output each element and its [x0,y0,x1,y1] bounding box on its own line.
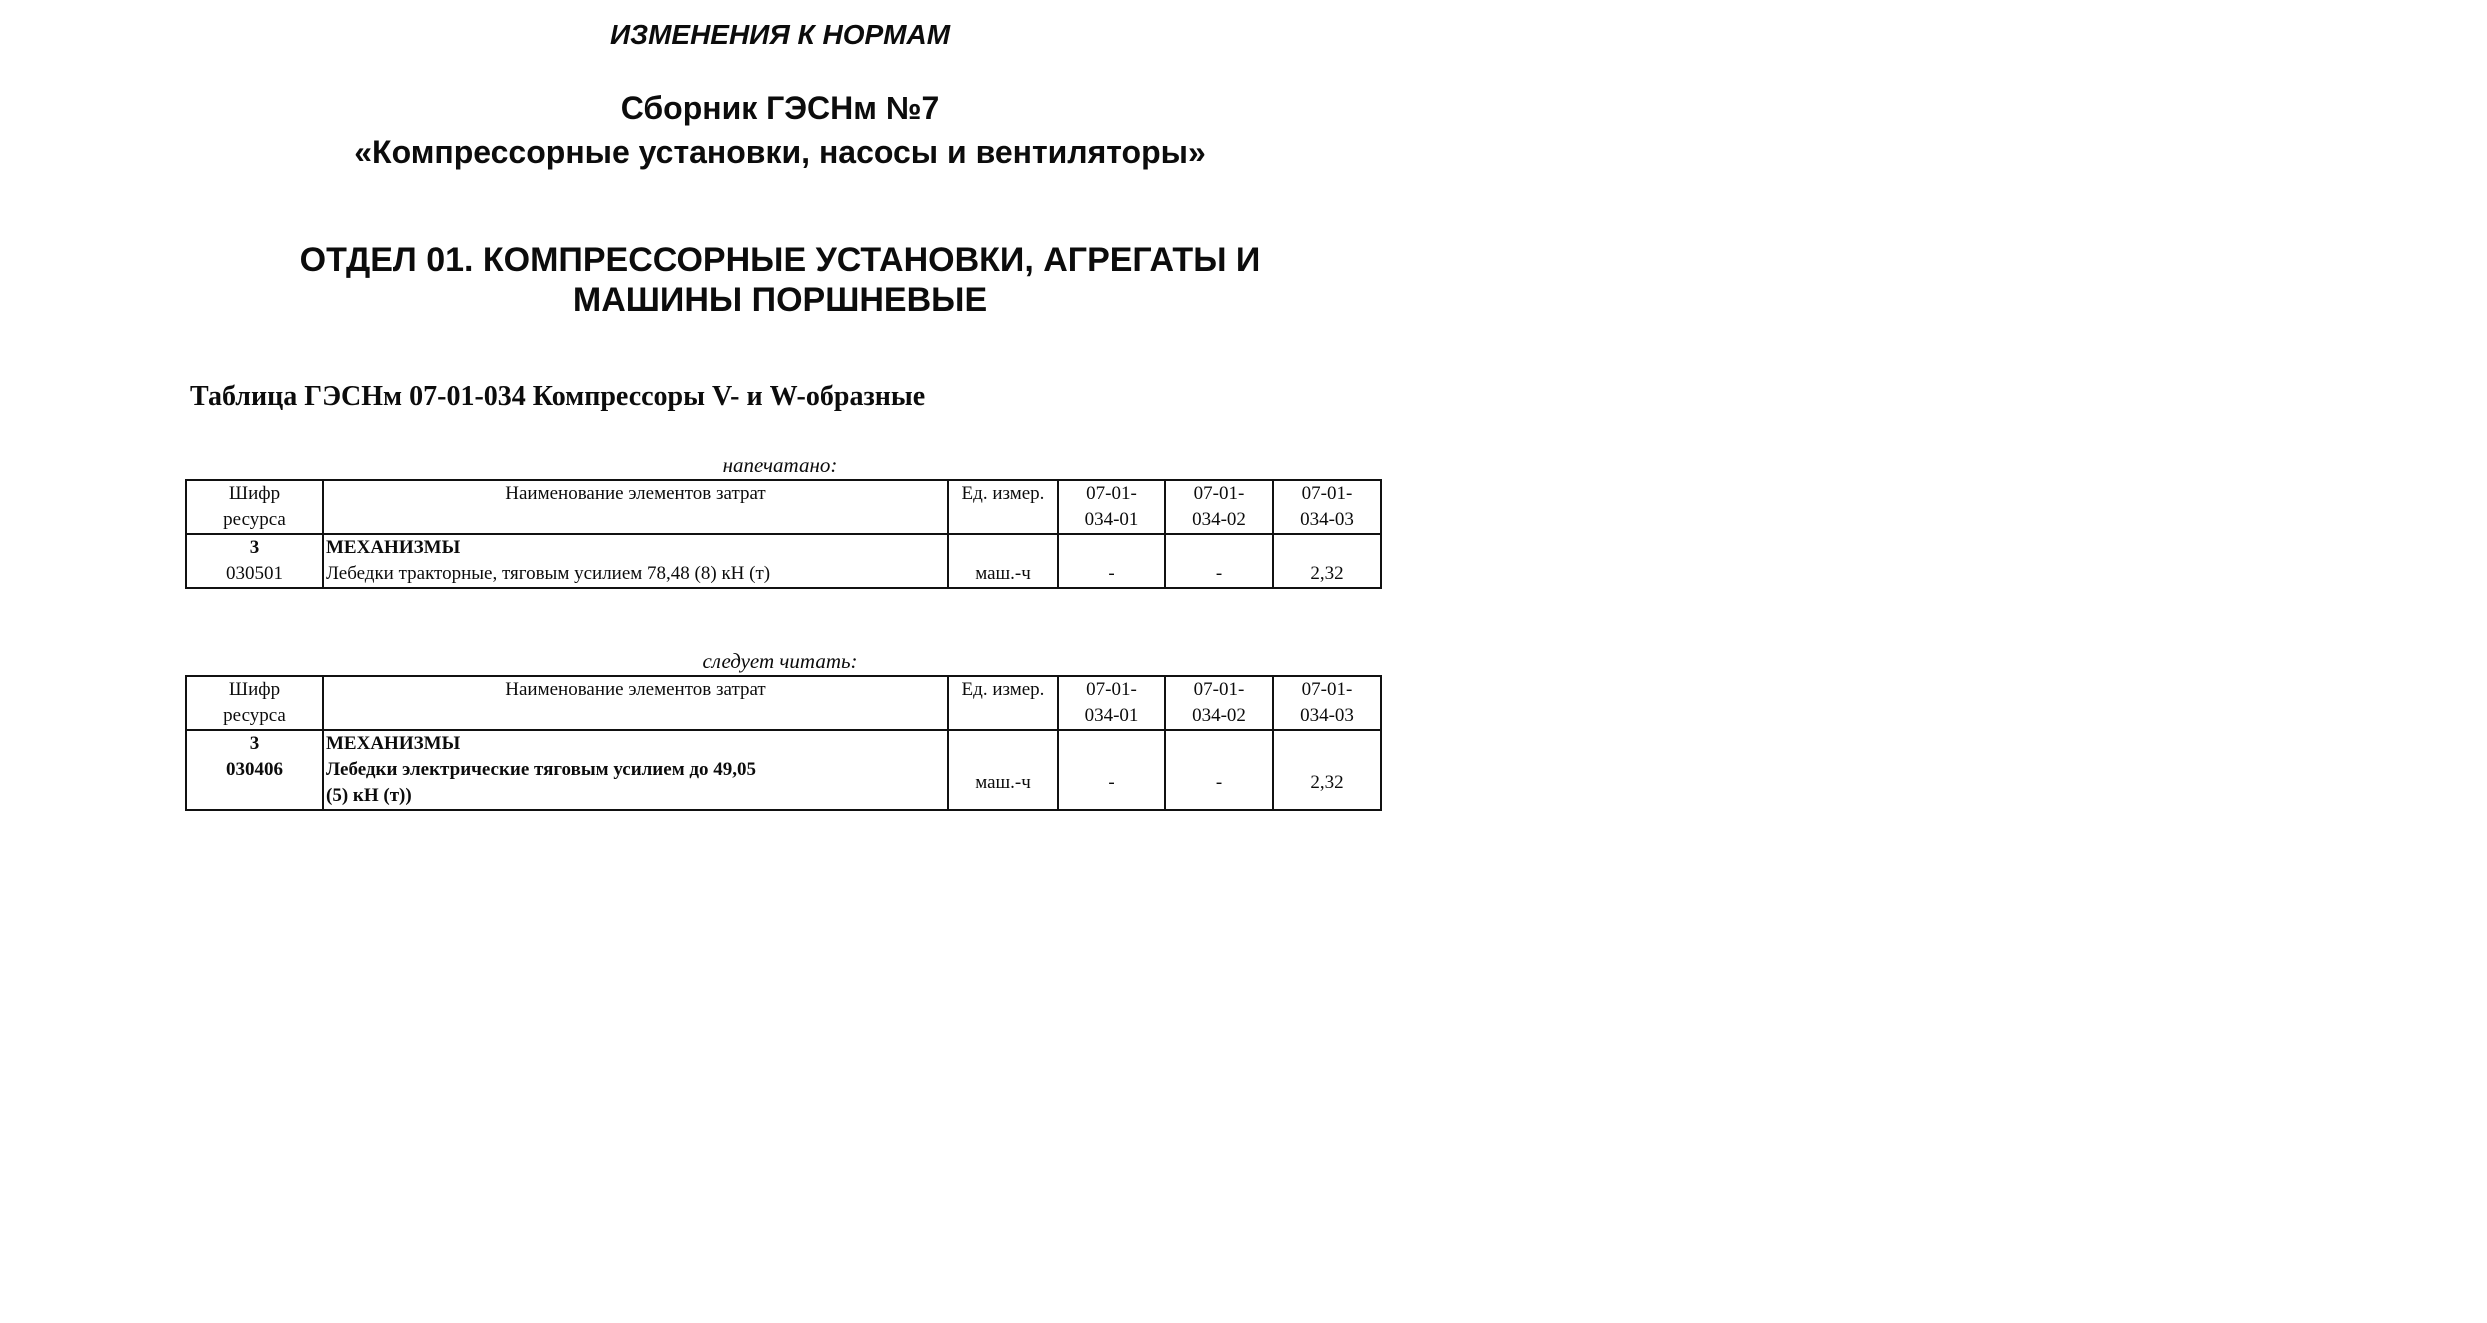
resource-code-cell [186,730,323,810]
code-header-line1: Шифр [228,483,281,504]
col2-header [1165,676,1273,730]
col3-header [1273,480,1381,534]
value-cell-2: - [1165,534,1273,588]
col2-header [1165,480,1273,534]
resource-name-cell [323,730,948,810]
col1-header-line1: 07-01- [1086,679,1137,700]
printed-table [185,479,1382,589]
value-cell-3: 2,32 [1273,534,1381,588]
col2-header-line1: 07-01- [1193,679,1245,700]
section-title-line1: ОТДЕЛ 01. КОМПРЕССОРНЫЕ УСТАНОВКИ, АГРЕГАТЫ И [299,241,1261,279]
col2-header-line2: 034-02 [1192,705,1246,726]
name-header: Наименование элементов затрат [323,480,948,534]
table-header-row [186,480,1381,534]
resource-code: 030501 [226,563,283,584]
resource-code-cell [186,534,323,588]
code-header-line2: ресурса [223,509,286,530]
value-cell-1: - [1058,534,1165,588]
group-name: МЕХАНИЗМЫ [326,733,461,754]
unit-header: Ед. измер. [948,480,1058,534]
table-row [186,730,1381,810]
section-title [0,240,1560,320]
code-header [186,480,323,534]
table-row [186,534,1381,588]
resource-name-cell [323,534,948,588]
resource-code: 030406 [226,759,283,780]
resource-name-line1: Лебедки электрические тяговым усилием до 49,05 [326,759,756,780]
col3-header-line2: 034-03 [1300,705,1354,726]
col1-header-line1: 07-01- [1086,483,1137,504]
col2-header-line2: 034-02 [1192,509,1246,530]
collection-title [0,86,1560,174]
value-cell-3: 2,32 [1273,730,1381,810]
unit-cell: маш.-ч [948,534,1058,588]
table-title: Таблица ГЭСНм 07-01-034 Компрессоры V- и W-образные [190,381,926,412]
col1-header [1058,480,1165,534]
printed-caption: напечатано: [722,453,838,477]
collection-title-line1: Сборник ГЭСНм №7 [620,90,940,126]
unit-header: Ед. измер. [948,676,1058,730]
changes-header: ИЗМЕНЕНИЯ К НОРМАМ [609,19,951,50]
code-header-line1: Шифр [228,679,281,700]
col3-header-line1: 07-01- [1301,483,1353,504]
col3-header [1273,676,1381,730]
col1-header-line2: 034-01 [1084,705,1139,726]
col1-header [1058,676,1165,730]
corrected-table [185,675,1382,811]
value-cell-2: - [1165,730,1273,810]
group-name: МЕХАНИЗМЫ [326,537,461,558]
col3-header-line1: 07-01- [1301,679,1353,700]
section-title-line2: МАШИНЫ ПОРШНЕВЫЕ [572,281,988,319]
unit-cell: маш.-ч [948,730,1058,810]
resource-name-line2: (5) кН (т)) [326,785,412,806]
group-code: 3 [249,537,260,558]
corrected-caption: следует читать: [702,649,858,673]
group-code: 3 [249,733,260,754]
code-header-line2: ресурса [223,705,286,726]
col3-header-line2: 034-03 [1300,509,1354,530]
name-header: Наименование элементов затрат [323,676,948,730]
col1-header-line2: 034-01 [1084,509,1139,530]
col2-header-line1: 07-01- [1193,483,1245,504]
resource-name: Лебедки тракторные, тяговым усилием 78,48 (8) кН (т) [326,563,771,584]
table-header-row [186,676,1381,730]
value-cell-1: - [1058,730,1165,810]
collection-title-line2: «Компрессорные установки, насосы и вентиляторы» [354,134,1206,170]
code-header [186,676,323,730]
